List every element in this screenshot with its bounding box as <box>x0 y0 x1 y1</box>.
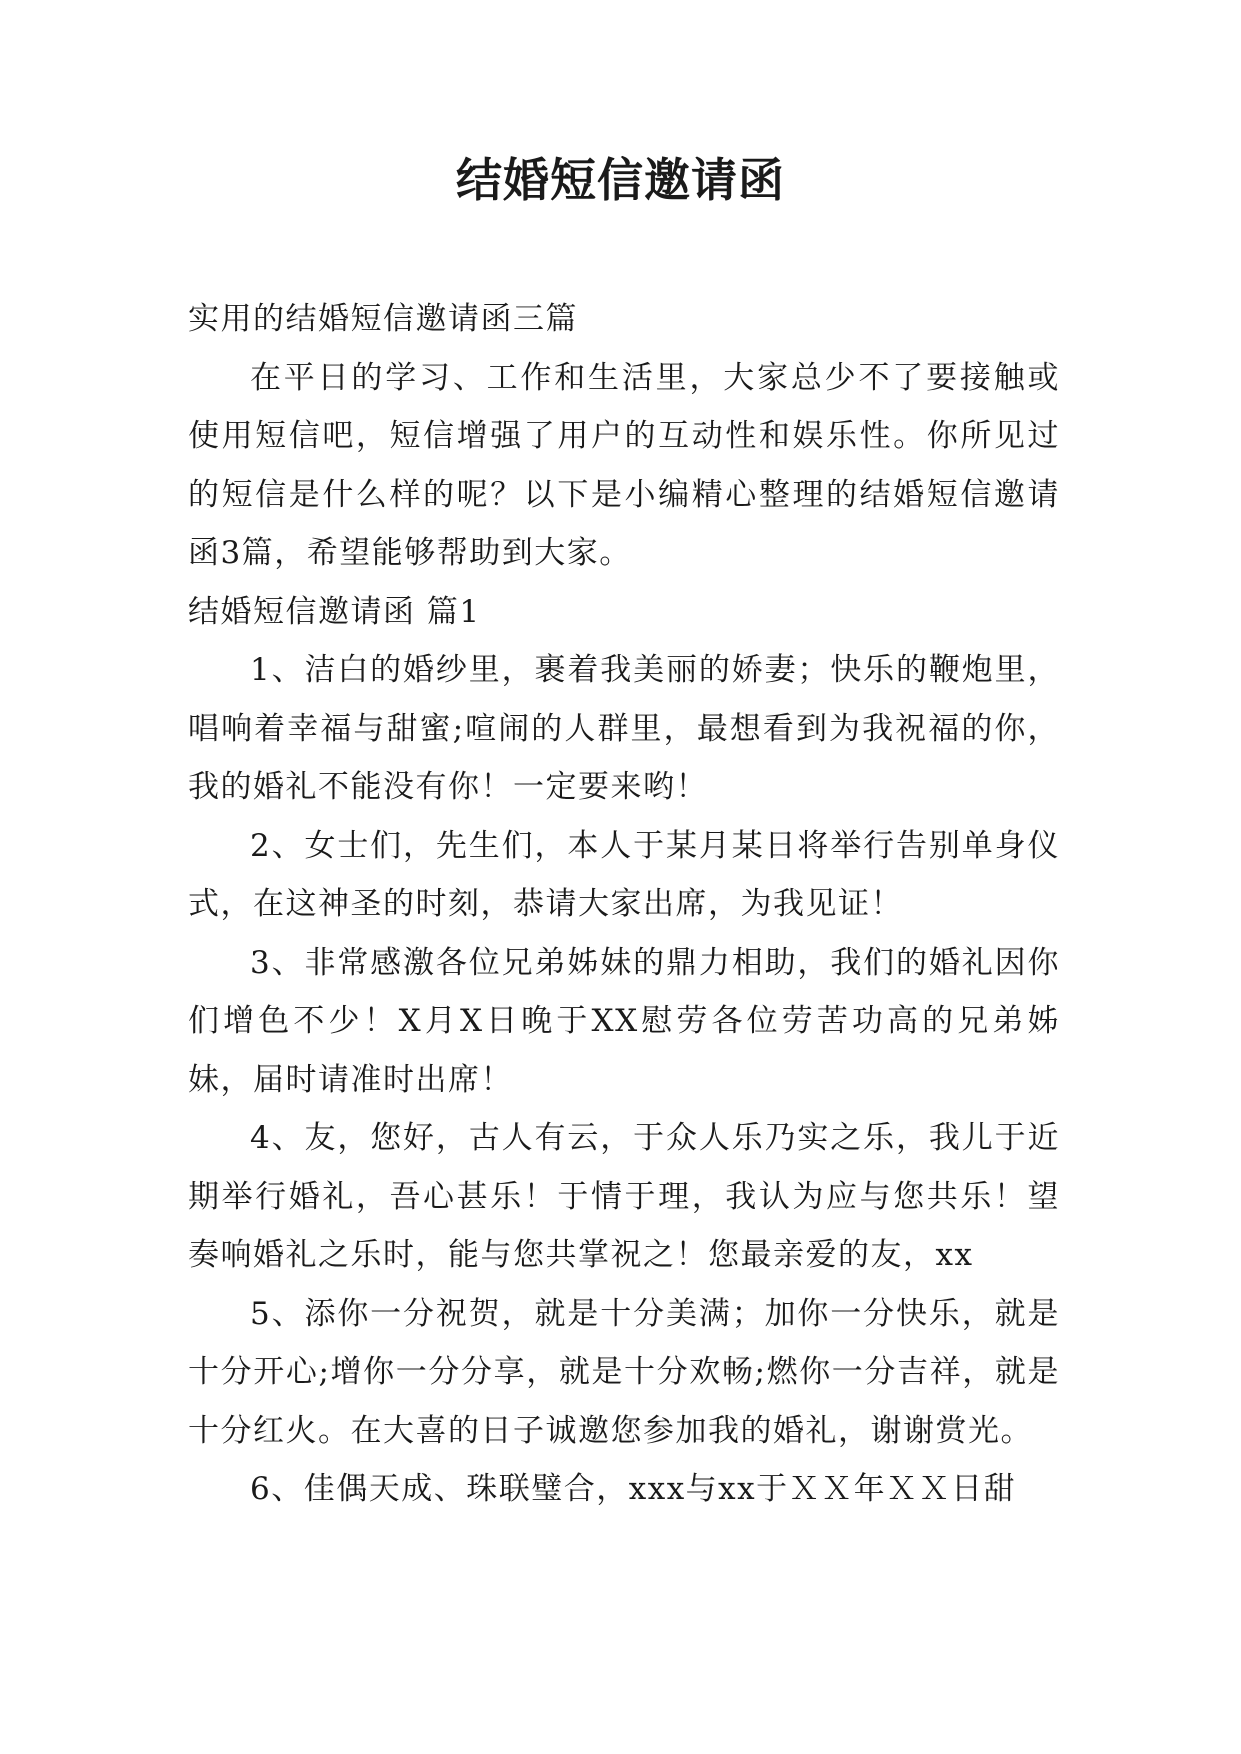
document-title: 结婚短信邀请函 <box>456 153 785 207</box>
section-heading: 结婚短信邀请函 篇1 <box>188 593 481 630</box>
document-body <box>188 290 1060 1519</box>
message-item-3: 3、非常感激各位兄弟姊妹的鼎力相助，我们的婚礼因你们增色不少！X月X日晚于XX慰劳各位劳苦功高的兄弟姊妹，届时请准时出席！ <box>188 944 1060 1098</box>
message-item-2: 2、女士们，先生们，本人于某月某日将举行告别单身仪式，在这神圣的时刻，恭请大家出席，为我见证！ <box>188 827 1060 922</box>
document-subtitle: 实用的结婚短信邀请函三篇 <box>188 301 578 337</box>
message-item-6: 6、佳偶天成、珠联璧合，xxx与xx于ＸＸ年ＸＸ日甜 <box>250 1471 1017 1507</box>
message-item-1: 1、洁白的婚纱里，裹着我美丽的娇妻；快乐的鞭炮里，唱响着幸福与甜蜜;喧闹的人群里，最想看到为我祝福的你，我的婚礼不能没有你！一定要来哟！ <box>188 652 1060 805</box>
message-item-4: 4、友，您好，古人有云，于众人乐乃实之乐，我儿于近期举行婚礼，吾心甚乐！于情于理，我认为应与您共乐！望奏响婚礼之乐时，能与您共掌祝之！您最亲爱的友，xx <box>188 1120 1060 1273</box>
intro-paragraph: 在平日的学习、工作和生活里，大家总少不了要接触或使用短信吧，短信增强了用户的互动性和娱乐性。你所见过的短信是什么样的呢？以下是小编精心整理的结婚短信邀请函3篇，希望能够帮助到大家。 <box>188 359 1060 571</box>
message-item-5: 5、添你一分祝贺，就是十分美满；加你一分快乐，就是十分开心;增你一分分享，就是十分欢畅;燃你一分吉祥，就是十分红火。在大喜的日子诚邀您参加我的婚礼，谢谢赏光。 <box>188 1295 1060 1449</box>
